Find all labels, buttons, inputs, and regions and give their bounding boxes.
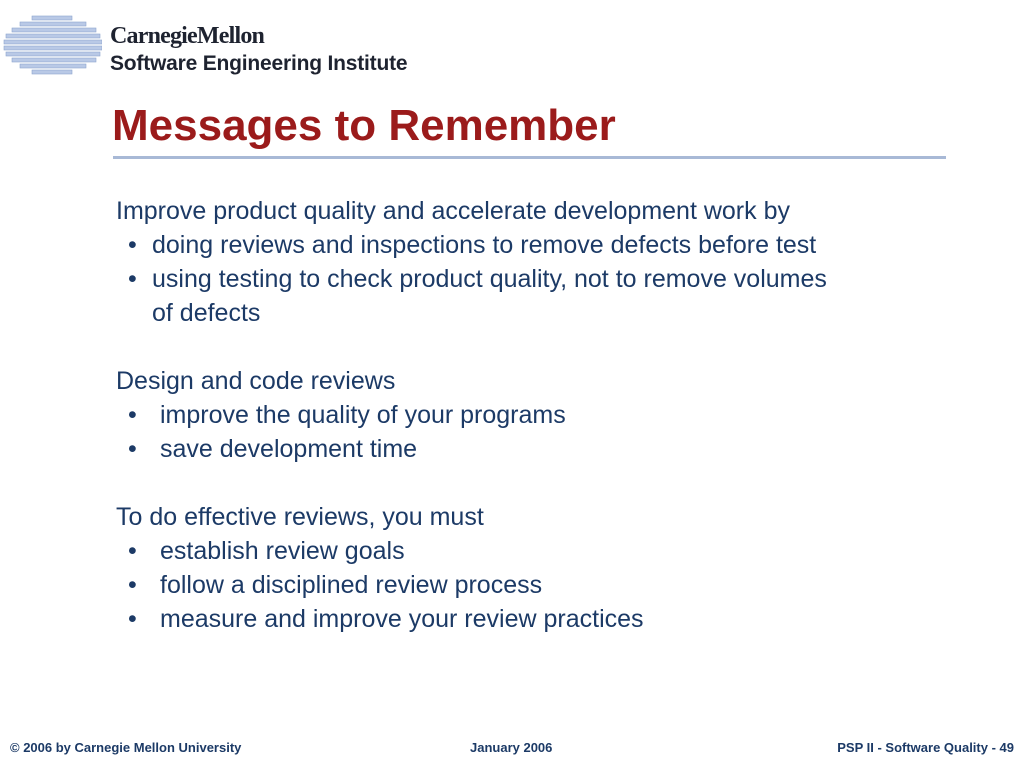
list-item-text: save development time — [160, 435, 418, 463]
title-divider — [113, 156, 946, 159]
bullet-list — [116, 398, 936, 466]
org-name: CarnegieMellon — [110, 23, 265, 49]
footer-page-label: PSP II - Software Quality - 49 — [837, 740, 1014, 755]
bullet-icon: • — [128, 537, 137, 565]
bullet-icon: • — [128, 265, 137, 293]
section-improve-quality — [116, 194, 936, 330]
bullet-icon: • — [128, 401, 137, 429]
footer-copyright: © 2006 by Carnegie Mellon University — [10, 740, 242, 755]
page-title: Messages to Remember — [112, 101, 616, 150]
list-item-text: improve the quality of your programs — [160, 401, 566, 429]
list-item — [116, 398, 936, 432]
list-item — [116, 534, 936, 568]
section-design-reviews — [116, 364, 936, 466]
section-effective-reviews — [116, 500, 936, 636]
bullet-icon: • — [128, 571, 137, 599]
bullet-list — [116, 534, 936, 636]
slide-body — [116, 194, 936, 670]
list-item-text: measure and improve your review practices — [160, 605, 644, 633]
footer-date: January 2006 — [470, 740, 553, 755]
section-heading: Design and code reviews — [116, 367, 396, 395]
bullet-list — [116, 228, 936, 330]
list-item — [116, 602, 936, 636]
list-item-text: doing reviews and inspections to remove defects before test — [152, 231, 817, 259]
list-item — [116, 432, 936, 466]
bullet-icon: • — [128, 605, 137, 633]
list-item — [116, 262, 936, 330]
list-item-text: establish review goals — [160, 537, 405, 565]
list-item-text: using testing to check product quality, not to remove volumes of defects — [152, 265, 827, 327]
bullet-icon: • — [128, 231, 137, 259]
institute-name: Software Engineering Institute — [110, 52, 408, 75]
list-item — [116, 228, 936, 262]
striped-globe-icon — [2, 14, 102, 78]
section-heading: Improve product quality and accelerate development work by — [116, 197, 790, 225]
section-heading: To do effective reviews, you must — [116, 503, 484, 531]
list-item — [116, 568, 936, 602]
list-item-text: follow a disciplined review process — [160, 571, 543, 599]
bullet-icon: • — [128, 435, 137, 463]
